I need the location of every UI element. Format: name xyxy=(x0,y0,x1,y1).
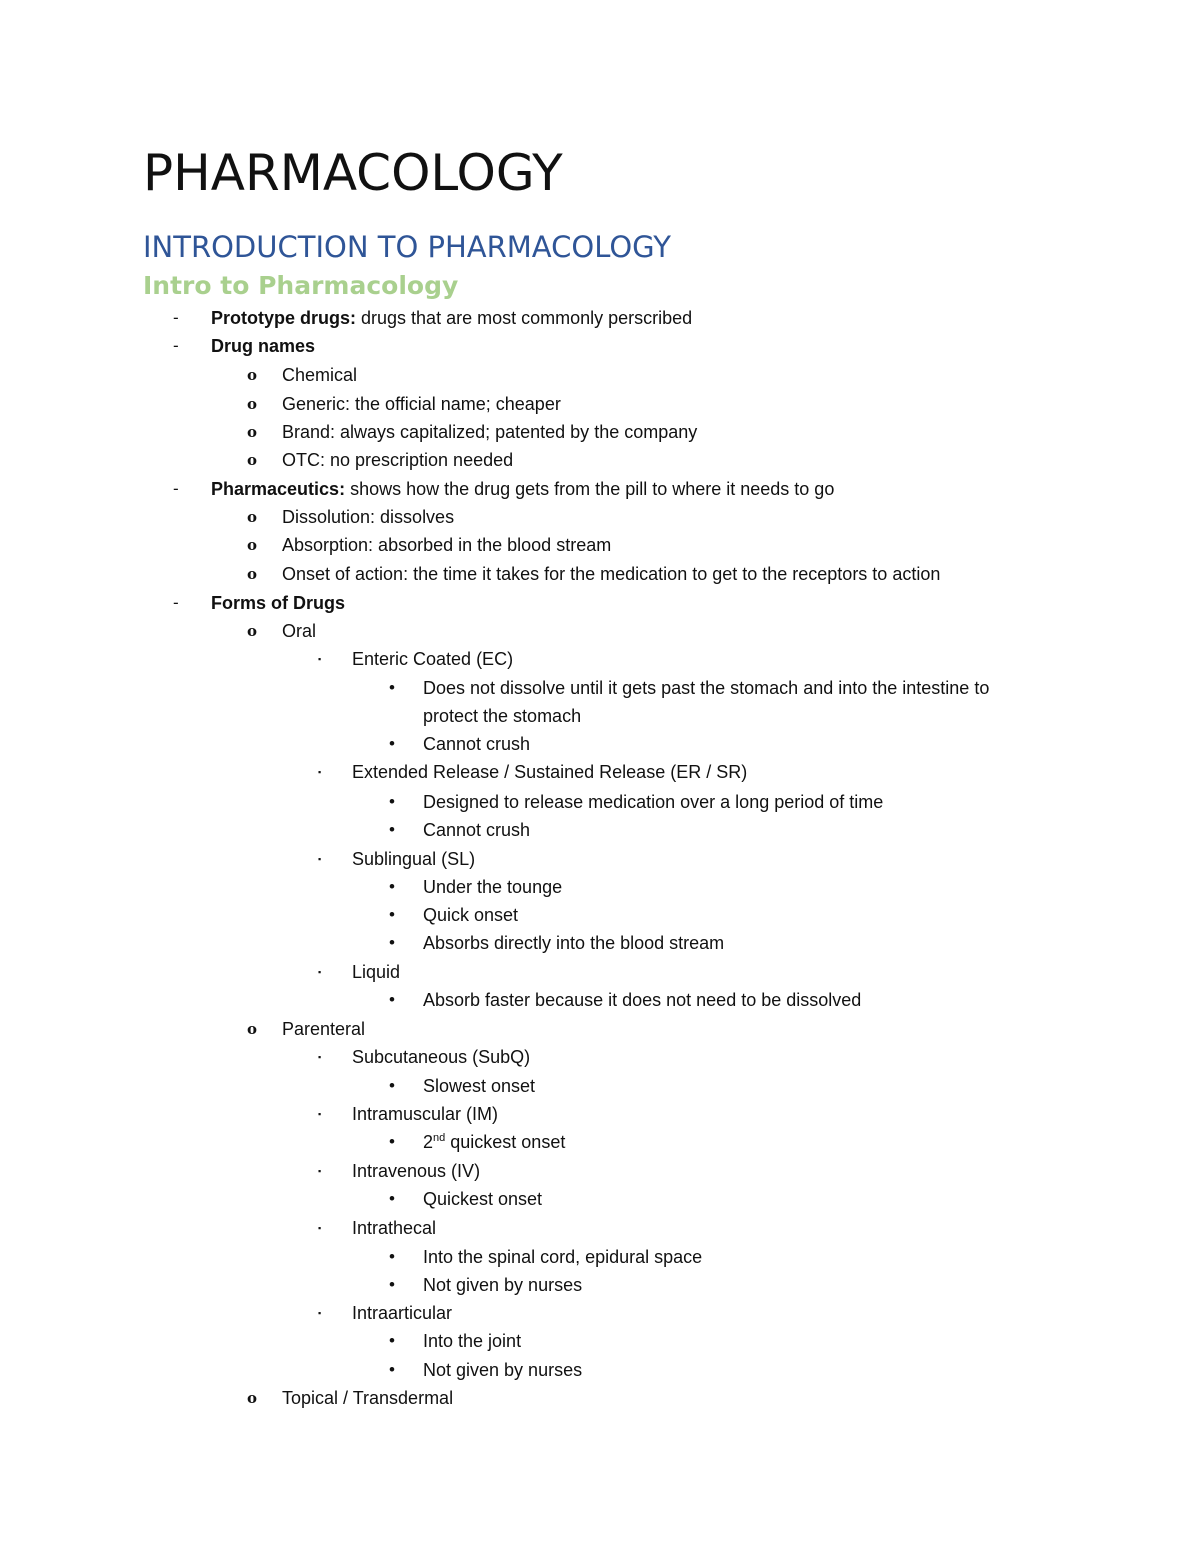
dot-bullet: • xyxy=(389,1331,395,1350)
item-text: Absorption: absorbed in the blood stream xyxy=(282,535,612,555)
document-title: PHARMACOLOGY xyxy=(143,144,563,202)
list-item xyxy=(0,730,1200,758)
dot-bullet: • xyxy=(389,820,395,839)
list-item xyxy=(0,1128,1200,1156)
list-item xyxy=(0,845,1200,873)
circle-bullet: o xyxy=(247,395,258,413)
square-bullet: ▪ xyxy=(318,654,322,664)
list-item xyxy=(0,1185,1200,1213)
dash-bullet: - xyxy=(173,336,179,355)
item-text: Quick onset xyxy=(423,905,519,925)
dot-bullet: • xyxy=(389,1189,395,1208)
list-item xyxy=(0,589,1200,617)
item-text: Cannot crush xyxy=(423,734,531,754)
list-item xyxy=(0,645,1200,673)
item-text: Does not dissolve until it gets past the stomach and into the intestine to xyxy=(423,678,990,698)
list-item xyxy=(0,1384,1200,1412)
list-item xyxy=(0,816,1200,844)
item-text: Intravenous (IV) xyxy=(352,1161,481,1181)
list-item xyxy=(0,1327,1200,1355)
ordinal-number: 2 xyxy=(423,1132,434,1152)
list-item xyxy=(0,617,1200,645)
item-text: quickest onset xyxy=(445,1132,566,1152)
item-text: Liquid xyxy=(352,962,401,982)
dot-bullet: • xyxy=(389,1275,395,1294)
list-item xyxy=(0,390,1200,418)
item-text: Slowest onset xyxy=(423,1076,536,1096)
list-item xyxy=(0,873,1200,901)
dot-bullet: • xyxy=(389,792,395,811)
item-text: Not given by nurses xyxy=(423,1360,583,1380)
term: Pharmaceutics: xyxy=(211,479,346,499)
circle-bullet: o xyxy=(247,622,258,640)
item-text: Dissolution: dissolves xyxy=(282,507,455,527)
list-item xyxy=(0,1299,1200,1327)
item-text: OTC: no prescription needed xyxy=(282,450,514,470)
item-text: Into the joint xyxy=(423,1331,522,1351)
ordinal-suffix: nd xyxy=(433,1132,446,1144)
list-item xyxy=(0,788,1200,816)
list-item xyxy=(0,1100,1200,1128)
item-text: Extended Release / Sustained Release (ER / SR) xyxy=(352,762,748,782)
list-item xyxy=(0,958,1200,986)
list-item xyxy=(0,1157,1200,1185)
item-text: Intrathecal xyxy=(352,1218,437,1238)
list-item xyxy=(0,674,1200,702)
square-bullet: ▪ xyxy=(318,1052,322,1062)
list-item xyxy=(0,1043,1200,1071)
list-item xyxy=(0,304,1200,332)
square-bullet: ▪ xyxy=(318,967,322,977)
list-item xyxy=(0,929,1200,957)
circle-bullet: o xyxy=(247,565,258,583)
circle-bullet: o xyxy=(247,366,258,384)
dash-bullet: - xyxy=(173,308,179,327)
item-text: Parenteral xyxy=(282,1019,366,1039)
item-text: Cannot crush xyxy=(423,820,531,840)
dot-bullet: • xyxy=(389,905,395,924)
item-text: Not given by nurses xyxy=(423,1275,583,1295)
dash-bullet: - xyxy=(173,593,179,612)
list-item xyxy=(0,1214,1200,1242)
item-text: Absorbs directly into the blood stream xyxy=(423,933,725,953)
list-item xyxy=(0,332,1200,360)
list-item xyxy=(0,503,1200,531)
circle-bullet: o xyxy=(247,508,258,526)
heading-1: INTRODUCTION TO PHARMACOLOGY xyxy=(143,230,671,264)
list-item xyxy=(0,758,1200,786)
dot-bullet: • xyxy=(389,990,395,1009)
square-bullet: ▪ xyxy=(318,1166,322,1176)
term: Forms of Drugs xyxy=(211,593,346,613)
circle-bullet: o xyxy=(247,1020,258,1038)
dot-bullet: • xyxy=(389,877,395,896)
dot-bullet: • xyxy=(389,678,395,697)
item-text: Absorb faster because it does not need to be dissolved xyxy=(423,990,862,1010)
list-item xyxy=(0,531,1200,559)
item-text: Sublingual (SL) xyxy=(352,849,476,869)
definition: shows how the drug gets from the pill to where it needs to go xyxy=(345,479,835,499)
dot-bullet: • xyxy=(389,1360,395,1379)
item-text: Enteric Coated (EC) xyxy=(352,649,514,669)
list-item xyxy=(0,1271,1200,1299)
item-text: Subcutaneous (SubQ) xyxy=(352,1047,531,1067)
list-item xyxy=(0,1015,1200,1043)
list-item xyxy=(0,560,1200,588)
term: Prototype drugs: xyxy=(211,308,357,328)
definition: drugs that are most commonly perscribed xyxy=(356,308,693,328)
list-item xyxy=(0,418,1200,446)
item-text: Chemical xyxy=(282,365,358,385)
square-bullet: ▪ xyxy=(318,1308,322,1318)
term: Drug names xyxy=(211,336,316,356)
circle-bullet: o xyxy=(247,536,258,554)
list-item xyxy=(0,446,1200,474)
circle-bullet: o xyxy=(247,423,258,441)
list-item xyxy=(0,475,1200,503)
list-item-continuation xyxy=(0,702,1200,730)
list-item xyxy=(0,361,1200,389)
circle-bullet: o xyxy=(247,451,258,469)
circle-bullet: o xyxy=(247,1389,258,1407)
item-text: Into the spinal cord, epidural space xyxy=(423,1247,703,1267)
dot-bullet: • xyxy=(389,933,395,952)
item-text: Intraarticular xyxy=(352,1303,453,1323)
square-bullet: ▪ xyxy=(318,767,322,777)
square-bullet: ▪ xyxy=(318,854,322,864)
list-item xyxy=(0,1072,1200,1100)
item-text: Intramuscular (IM) xyxy=(352,1104,499,1124)
heading-2: Intro to Pharmacology xyxy=(143,271,459,300)
list-item xyxy=(0,1356,1200,1384)
item-text: Designed to release medication over a long period of time xyxy=(423,792,884,812)
dot-bullet: • xyxy=(389,1132,395,1151)
list-item xyxy=(0,901,1200,929)
dot-bullet: • xyxy=(389,1247,395,1266)
item-text: Under the tounge xyxy=(423,877,563,897)
square-bullet: ▪ xyxy=(318,1223,322,1233)
item-text: Brand: always capitalized; patented by the company xyxy=(282,422,698,442)
item-text: Topical / Transdermal xyxy=(282,1388,454,1408)
dot-bullet: • xyxy=(389,734,395,753)
list-item xyxy=(0,986,1200,1014)
dash-bullet: - xyxy=(173,479,179,498)
item-text: Onset of action: the time it takes for the medication to get to the receptors to action xyxy=(282,564,941,584)
square-bullet: ▪ xyxy=(318,1109,322,1119)
item-text: Generic: the official name; cheaper xyxy=(282,394,561,414)
item-text: protect the stomach xyxy=(423,706,582,726)
dot-bullet: • xyxy=(389,1076,395,1095)
list-item xyxy=(0,1243,1200,1271)
item-text: Quickest onset xyxy=(423,1189,543,1209)
item-text: Oral xyxy=(282,621,317,641)
